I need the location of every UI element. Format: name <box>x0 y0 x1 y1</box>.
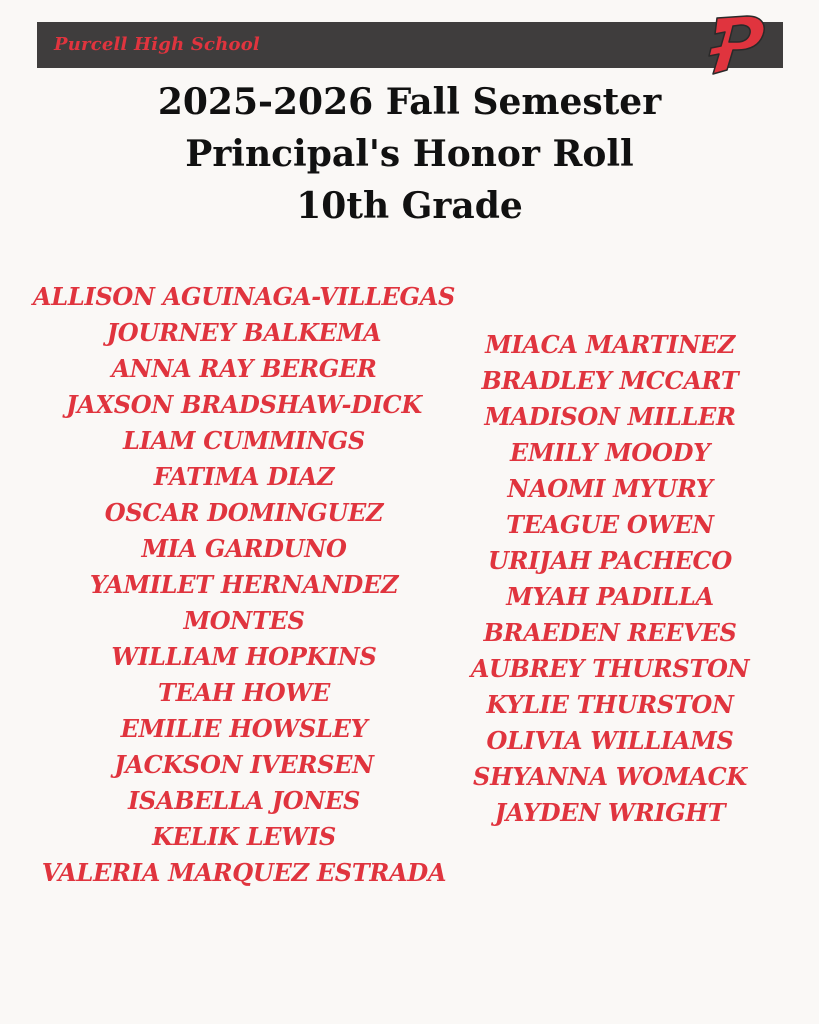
student-name: TEAH HOWE <box>158 678 330 707</box>
header-bar <box>37 22 783 68</box>
student-name: MYAH PADILLA <box>506 582 714 611</box>
student-name: VALERIA MARQUEZ ESTRADA <box>41 858 447 887</box>
student-name: WILLIAM HOPKINS <box>111 642 377 671</box>
student-name: BRADLEY MCCART <box>481 366 739 395</box>
student-name: JAYDEN WRIGHT <box>494 798 726 827</box>
student-name: MIACA MARTINEZ <box>485 330 735 359</box>
student-name: URIJAH PACHECO <box>488 546 732 575</box>
title-grade: 10th Grade <box>296 185 523 227</box>
student-name: AUBREY THURSTON <box>470 654 750 683</box>
student-name: JOURNEY BALKEMA <box>106 318 382 347</box>
student-name: TEAGUE OWEN <box>506 510 714 539</box>
title-semester: 2025-2026 Fall Semester <box>157 81 662 123</box>
student-name: LIAM CUMMINGS <box>123 426 365 455</box>
student-name: KYLIE THURSTON <box>486 690 734 719</box>
student-name: YAMILET HERNANDEZ <box>89 570 399 599</box>
student-name: NAOMI MYURY <box>507 474 713 503</box>
student-name: JAXSON BRADSHAW-DICK <box>66 390 422 419</box>
student-name: OSCAR DOMINGUEZ <box>104 498 384 527</box>
school-logo-icon <box>703 10 769 80</box>
school-name: Purcell High School <box>54 34 260 55</box>
student-name: BRAEDEN REEVES <box>483 618 737 647</box>
student-name: MONTES <box>183 606 305 635</box>
student-name: EMILIE HOWSLEY <box>120 714 368 743</box>
title-honor-roll: Principal's Honor Roll <box>185 133 634 175</box>
student-name: FATIMA DIAZ <box>153 462 335 491</box>
student-name: ANNA RAY BERGER <box>111 354 377 383</box>
student-name: JACKSON IVERSEN <box>114 750 374 779</box>
left-name-column <box>24 279 464 891</box>
student-name: ALLISON AGUINAGA-VILLEGAS <box>32 282 456 311</box>
student-name: EMILY MOODY <box>510 438 710 467</box>
right-name-column <box>458 327 762 831</box>
title-block <box>0 76 819 232</box>
student-name: MIA GARDUNO <box>141 534 347 563</box>
student-name: ISABELLA JONES <box>127 786 361 815</box>
student-name: MADISON MILLER <box>484 402 736 431</box>
student-name: KELIK LEWIS <box>152 822 336 851</box>
student-name: SHYANNA WOMACK <box>473 762 747 791</box>
student-name: OLIVIA WILLIAMS <box>486 726 734 755</box>
